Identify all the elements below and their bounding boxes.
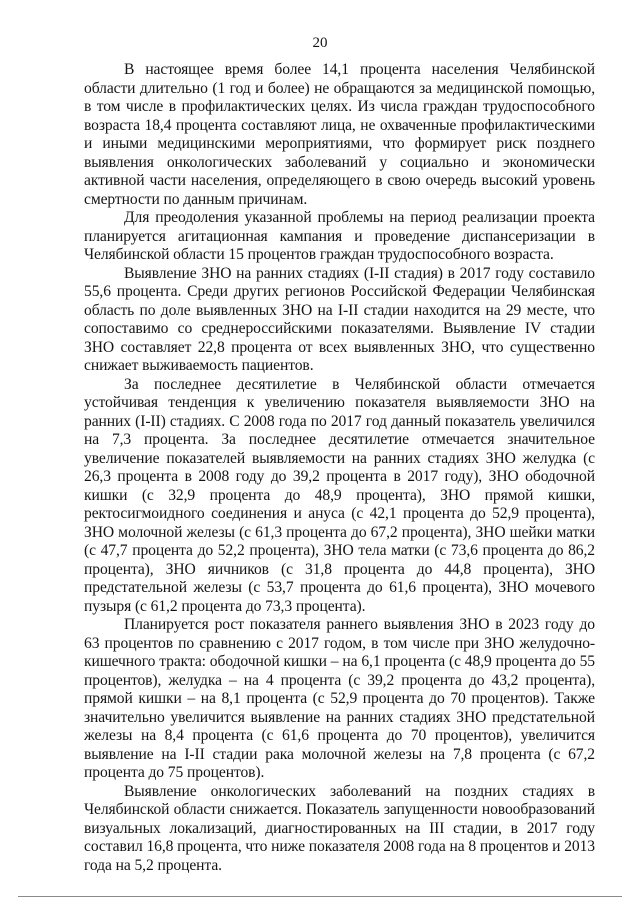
paragraph-screening-campaign: Для преодоления указанной проблемы на период реализации проекта планируется агитационная кампания и проведение диспансеризации в Челябинской области 15 процентов граждан трудоспособного возраста. [84,209,595,263]
paragraph-late-stage-detection: Выявление онкологических заболеваний на поздних стадиях в Челябинской области снижается. Показатель запущенности новообразований визуальных локализаций, диагностированных на III стадии, в 2017 году составил 16,8 процента, что ниже показателя 2008 года на 8 процентов и 2013 года на 5,2 процента. [84,782,595,874]
document-body [84,61,595,875]
paragraph-population-checkups: В настоящее время более 14,1 процента населения Челябинской области длительно (1 год и более) не обращаются за медицинской помощью, в том числе в профилактических целях. Из числа граждан трудоспособного возраста 18,4 процента составляют лица, не охваченные профилактическими и иными медицинскими мероприятиями, что формирует риск позднего выявления онкологических заболеваний у социально и экономически активной части населения, определяющего в свою очередь высокий уровень смертности по данным причинам. [84,61,595,208]
paragraph-early-detection-2017: Выявление ЗНО на ранних стадиях (I-II стадия) в 2017 году составило 55,6 процента. Среди других регионов Российской Федерации Челябинская область по доле выявленных ЗНО на I-II стадии находится на 29 месте, что сопоставимо со среднероссийскими показателями. Выявление IV стадии ЗНО составляет 22,8 процента от всех выявленных ЗНО, что существенно снижает выживаемость пациентов. [84,264,595,374]
page-bottom-divider [18,896,622,897]
paragraph-2023-targets: Планируется рост показателя раннего выявления ЗНО в 2023 году до 63 процентов по сравнению с 2017 годом, в том числе при ЗНО желудочно-кишечного тракта: ободочной кишки – на 6,1 процента (с 48,9 процента до 55 процентов), желудка – на 4 процента (с 39,2 процента до 43,2 процента), прямой кишки – на 8,1 процента (с 52,9 процента до 70 процентов). Также значительно увеличится выявление на ранних стадиях ЗНО предстательной железы на 8,4 процента (с 61,6 процента до 70 процентов), увеличится выявление на I-II стадии рака молочной железы на 7,8 процента (с 67,2 процента до 75 процентов). [84,616,595,781]
paragraph-decade-trend: За последнее десятилетие в Челябинской области отмечается устойчивая тенденция к увеличению показателя выявляемости ЗНО на ранних (I-II) стадиях. С 2008 года по 2017 год данный показатель увеличился на 7,3 процента. За последнее десятилетие отмечается значительное увеличение показателей выявляемости на ранних стадиях ЗНО желудка (с 26,3 процента в 2008 году до 39,2 процента в 2017 году), ЗНО ободочной кишки (с 32,9 процента до 48,9 процента), ЗНО прямой кишки, ректосигмоидного соединения и ануса (с 42,1 процента до 52,9 процента), ЗНО молочной железы (с 61,3 процента до 67,2 процента), ЗНО шейки матки (с 47,7 процента до 52,2 процента), ЗНО тела матки (с 73,6 процента до 86,2 процента), ЗНО яичников (с 31,8 процента до 44,8 процента), ЗНО предстательной железы (с 53,7 процента до 61,6 процента), ЗНО мочевого пузыря (с 61,2 процента до 73,3 процента). [84,375,595,615]
page-number: 20 [312,35,328,51]
